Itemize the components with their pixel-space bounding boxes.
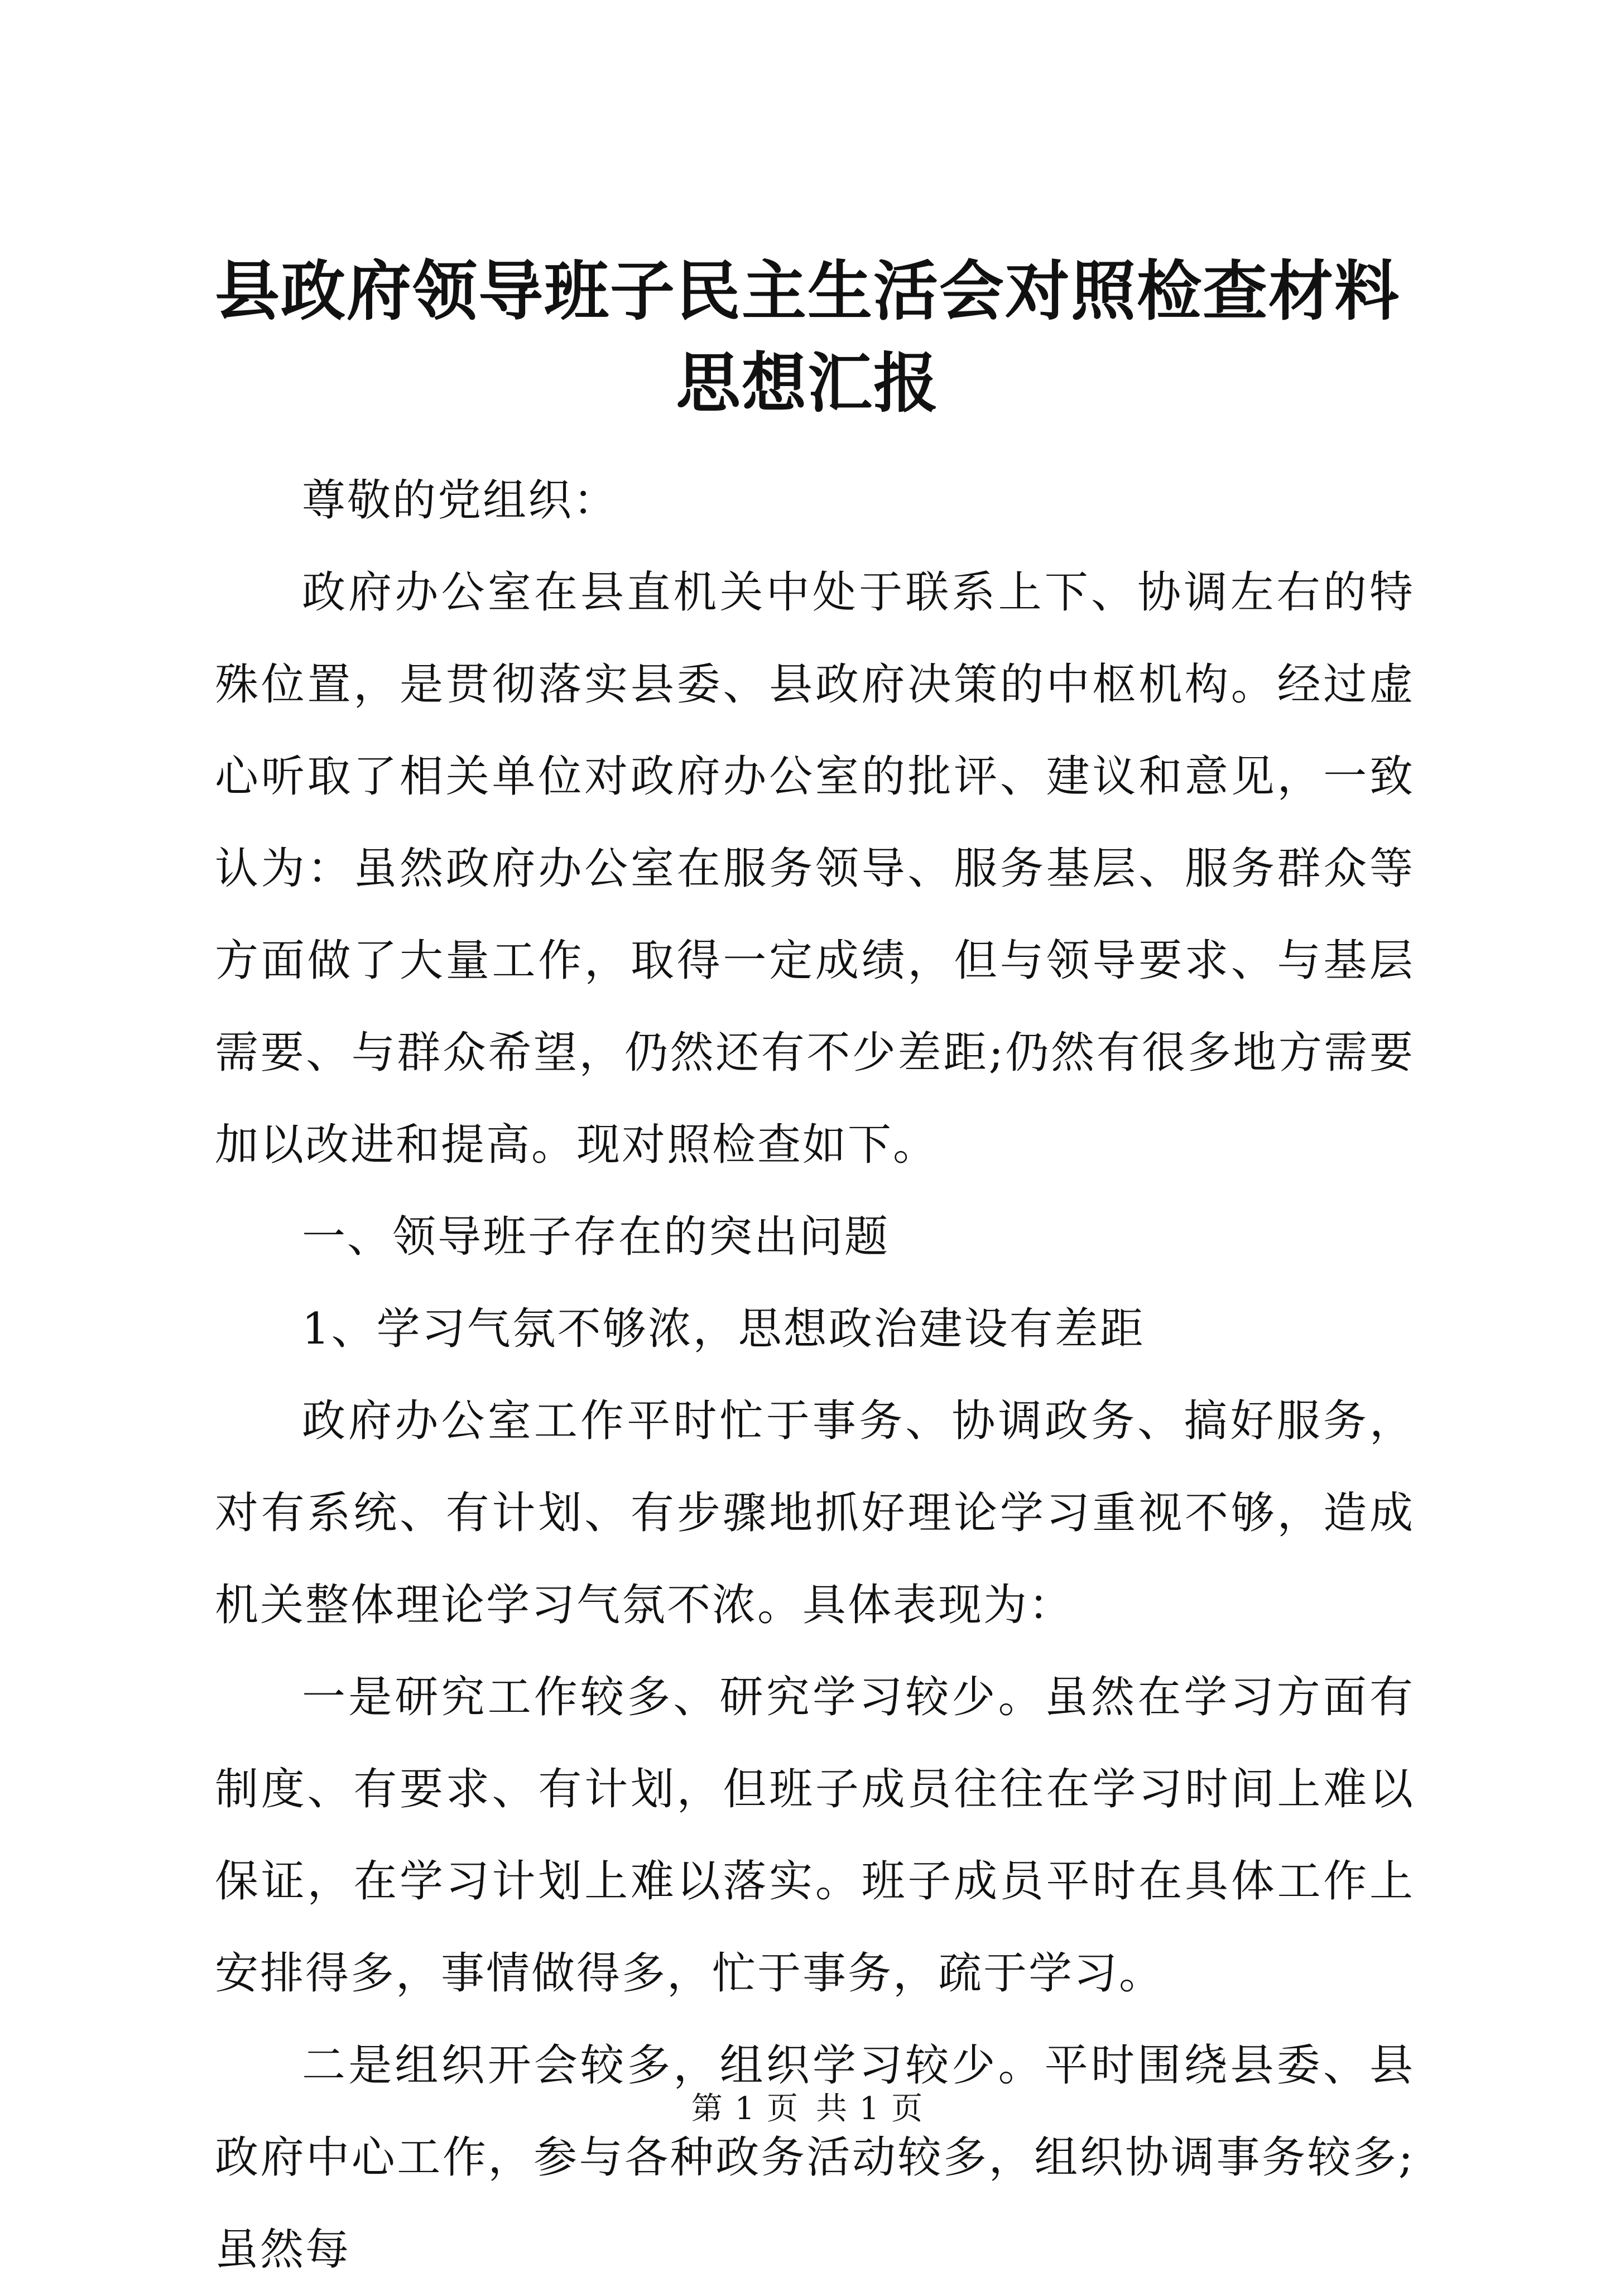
paragraph: 二是组织开会较多，组织学习较少。平时围绕县委、县政府中心工作，参与各种政务活动较多，组织协调事务较多;虽然每 [215, 2040, 1415, 2275]
subsection-heading: 1、学习气氛不够浓，思想政治建设有差距 [302, 1304, 1145, 1354]
section-heading: 一、领导班子存在的突出问题 [302, 1212, 890, 1262]
page-number: 第 1 页 [691, 2091, 799, 2127]
page-total: 共 1 页 [816, 2091, 924, 2127]
document-body [215, 455, 1415, 2296]
paragraph: 政府办公室工作平时忙于事务、协调政务、搞好服务，对有系统、有计划、有步骤地抓好理论学习重视不够，造成机关整体理论学习气氛不浓。具体表现为： [215, 1396, 1415, 1630]
paragraph: 一是研究工作较多、研究学习较少。虽然在学习方面有制度、有要求、有计划，但班子成员往往在学习时间上难以保证，在学习计划上难以落实。班子成员平时在具体工作上安排得多，事情做得多，忙于事务，疏于学习。 [215, 1672, 1415, 1999]
salutation: 尊敬的党组织： [302, 475, 619, 526]
paragraph: 政府办公室在县直机关中处于联系上下、协调左右的特殊位置，是贯彻落实县委、县政府决策的中枢机构。经过虚心听取了相关单位对政府办公室的批评、建议和意见，一致认为：虽然政府办公室在服务领导、服务基层、服务群众等方面做了大量工作，取得一定成绩，但与领导要求、与基层需要、与群众希望，仍然还有不少差距;仍然有很多地方需要加以改进和提高。现对照检查如下。 [215, 567, 1415, 1170]
document-title: 县政府领导班子民主生活会对照检查材料思想汇报 [215, 253, 1400, 421]
page-footer [0, 2087, 1615, 2131]
